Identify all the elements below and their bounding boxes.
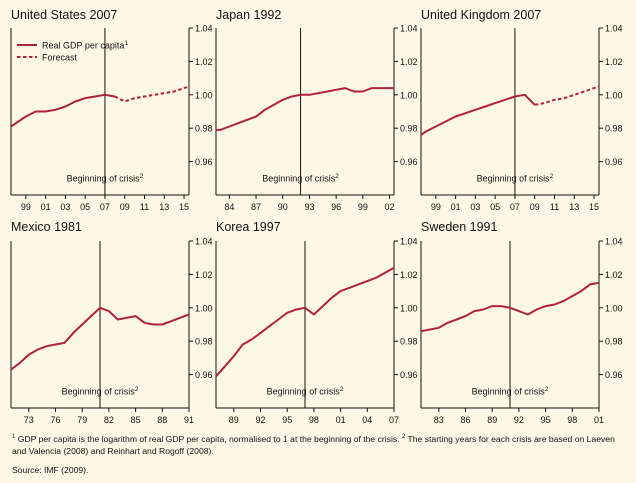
x-tick-label: 09 bbox=[529, 202, 540, 212]
y-tick-label: 1.04 bbox=[605, 23, 623, 34]
y-tick-label: 0.96 bbox=[605, 370, 623, 381]
forecast-series-line bbox=[535, 87, 599, 105]
x-tick-label: 95 bbox=[282, 415, 293, 425]
panel-title: Sweden 1991 bbox=[421, 220, 498, 234]
x-tick-label: 82 bbox=[103, 415, 114, 425]
x-tick-label: 92 bbox=[513, 415, 524, 425]
crisis-label: Beginning of crisis$^2$ bbox=[66, 173, 144, 184]
x-tick-label: 79 bbox=[77, 415, 88, 425]
y-tick-label: 1.02 bbox=[605, 269, 623, 280]
crisis-label: Beginning of crisis$^2$ bbox=[61, 386, 139, 397]
chart-panel-3 bbox=[421, 8, 623, 212]
x-tick-label: 11 bbox=[139, 202, 150, 212]
legend-label: Forecast bbox=[42, 52, 78, 63]
x-tick-label: 15 bbox=[179, 202, 190, 212]
y-tick-label: 1.02 bbox=[195, 269, 213, 280]
y-tick-label: 1.04 bbox=[400, 236, 418, 247]
x-tick-label: 90 bbox=[277, 202, 288, 212]
x-tick-label: 86 bbox=[460, 415, 471, 425]
x-tick-label: 95 bbox=[540, 415, 551, 425]
y-tick-label: 0.96 bbox=[400, 370, 418, 381]
legend-label: Real GDP per capita$^1$ bbox=[42, 40, 129, 51]
gdp-series-line bbox=[421, 95, 535, 135]
x-tick-label: 05 bbox=[490, 202, 501, 212]
y-tick-label: 0.98 bbox=[195, 336, 213, 347]
x-tick-label: 07 bbox=[99, 202, 110, 212]
x-tick-label: 01 bbox=[335, 415, 346, 425]
chart-panel-4 bbox=[11, 220, 213, 425]
x-tick-label: 07 bbox=[509, 202, 520, 212]
x-tick-label: 13 bbox=[159, 202, 170, 212]
x-tick-label: 01 bbox=[40, 202, 51, 212]
x-tick-label: 93 bbox=[304, 202, 315, 212]
panel-title: Mexico 1981 bbox=[11, 220, 82, 234]
y-tick-label: 1.04 bbox=[195, 23, 213, 34]
y-tick-label: 0.96 bbox=[195, 157, 213, 168]
crisis-label: Beginning of crisis$^2$ bbox=[262, 173, 339, 184]
gdp-series-line bbox=[216, 88, 394, 130]
chart-panel-2 bbox=[216, 8, 418, 212]
footnote-1-text: GDP per capita is the logarithm of real GDP per capita, normalised to 1 at the beginning of the crisis. bbox=[15, 433, 402, 444]
x-tick-label: 04 bbox=[362, 415, 373, 425]
x-tick-label: 85 bbox=[130, 415, 141, 425]
y-tick-label: 1.02 bbox=[400, 269, 418, 280]
x-tick-label: 76 bbox=[50, 415, 61, 425]
x-tick-label: 01 bbox=[593, 415, 605, 425]
crisis-label: Beginning of crisis$^2$ bbox=[266, 386, 344, 397]
x-tick-label: 84 bbox=[224, 202, 235, 212]
x-tick-label: 03 bbox=[470, 202, 481, 212]
panel-title: United Kingdom 2007 bbox=[421, 8, 542, 22]
forecast-series-line bbox=[115, 87, 189, 102]
y-tick-label: 1.04 bbox=[605, 236, 623, 247]
panel-title: United States 2007 bbox=[11, 8, 118, 22]
panel-title: Japan 1992 bbox=[216, 8, 282, 22]
y-tick-label: 0.98 bbox=[195, 123, 213, 134]
footnote-2-text: The starting years for each crisis are based on Laeven and Valencia (2008) and Reinhart and Rogoff (2008). bbox=[12, 433, 615, 456]
y-tick-label: 1.00 bbox=[400, 303, 418, 314]
y-tick-label: 1.00 bbox=[605, 90, 623, 101]
chart-panel-1 bbox=[11, 8, 213, 212]
x-tick-label: 11 bbox=[549, 202, 560, 212]
footnote-notes bbox=[12, 431, 627, 457]
x-tick-label: 01 bbox=[450, 202, 461, 212]
y-tick-label: 1.00 bbox=[605, 303, 623, 314]
x-tick-label: 99 bbox=[357, 202, 368, 212]
y-tick-label: 1.00 bbox=[195, 303, 213, 314]
x-tick-label: 07 bbox=[388, 415, 400, 425]
y-tick-label: 0.98 bbox=[605, 336, 623, 347]
x-tick-label: 73 bbox=[23, 415, 34, 425]
crisis-label: Beginning of crisis$^2$ bbox=[476, 173, 554, 184]
y-tick-label: 0.98 bbox=[400, 123, 418, 134]
x-tick-label: 05 bbox=[80, 202, 91, 212]
y-tick-label: 0.98 bbox=[605, 123, 623, 134]
x-tick-label: 96 bbox=[331, 202, 342, 212]
y-tick-label: 0.96 bbox=[400, 157, 418, 168]
y-tick-label: 0.96 bbox=[605, 157, 623, 168]
gdp-series-line bbox=[11, 95, 115, 127]
footnote-2-marker: 2 bbox=[401, 434, 406, 440]
y-tick-label: 1.00 bbox=[195, 90, 213, 101]
x-tick-label: 87 bbox=[251, 202, 262, 212]
x-tick-label: 89 bbox=[487, 415, 498, 425]
chart-panel-6 bbox=[421, 220, 623, 425]
x-tick-label: 02 bbox=[384, 202, 395, 212]
x-tick-label: 13 bbox=[569, 202, 580, 212]
y-tick-label: 1.02 bbox=[400, 56, 418, 67]
x-tick-label: 89 bbox=[228, 415, 239, 425]
footnote-source: Source: IMF (2009). bbox=[12, 465, 89, 475]
x-tick-label: 88 bbox=[157, 415, 168, 425]
y-tick-label: 1.02 bbox=[605, 56, 623, 67]
y-tick-label: 1.04 bbox=[195, 236, 213, 247]
footnote-1-marker: 1 bbox=[12, 434, 16, 440]
x-tick-label: 15 bbox=[589, 202, 600, 212]
x-tick-label: 91 bbox=[183, 415, 195, 425]
y-tick-label: 0.96 bbox=[195, 370, 213, 381]
chart-panel-5 bbox=[216, 220, 418, 425]
x-tick-label: 98 bbox=[308, 415, 319, 425]
y-tick-label: 1.04 bbox=[400, 23, 418, 34]
x-tick-label: 99 bbox=[20, 202, 31, 212]
x-tick-label: 09 bbox=[119, 202, 130, 212]
x-tick-label: 98 bbox=[567, 415, 578, 425]
x-tick-label: 99 bbox=[430, 202, 441, 212]
y-tick-label: 1.02 bbox=[195, 56, 213, 67]
x-tick-label: 83 bbox=[433, 415, 444, 425]
x-tick-label: 03 bbox=[60, 202, 71, 212]
y-tick-label: 0.98 bbox=[400, 336, 418, 347]
panel-title: Korea 1997 bbox=[216, 220, 281, 234]
y-tick-label: 1.00 bbox=[400, 90, 418, 101]
x-tick-label: 92 bbox=[255, 415, 266, 425]
crisis-label: Beginning of crisis$^2$ bbox=[471, 386, 549, 397]
